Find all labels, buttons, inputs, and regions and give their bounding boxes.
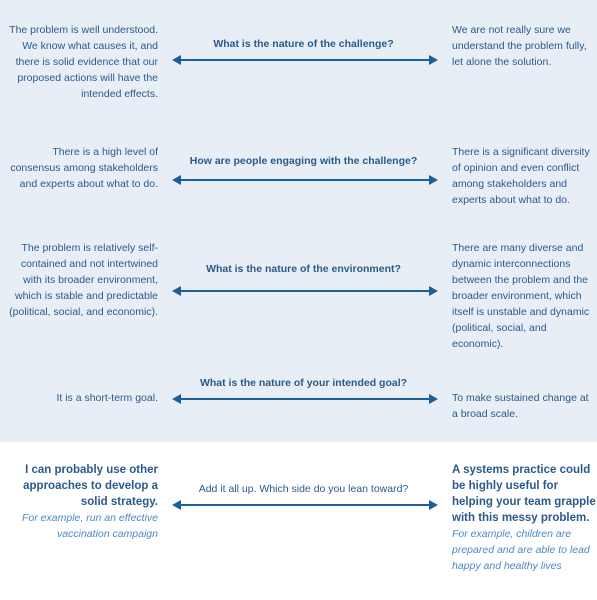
summary-right-text: A systems practice could be highly useful for helping your team grapple with this messy problem.: [452, 464, 596, 524]
row-left-text: It is a short-term goal.: [56, 392, 158, 404]
summary-right: [452, 462, 597, 574]
summary-right-example: For example, children are prepared and are able to lead happy and healthy lives: [452, 528, 590, 572]
summary-left-example: For example, run an effective vaccination campaign: [22, 512, 158, 540]
row-question: What is the nature of the challenge?: [213, 38, 394, 50]
row-question: How are people engaging with the challenge?: [189, 155, 418, 167]
summary-question: Add it all up. Which side do you lean toward?: [198, 483, 409, 495]
summary-left-text: I can probably use other approaches to develop a solid strategy.: [23, 464, 158, 508]
row-left-text: There is a high level of consensus among stakeholders and experts about what to do.: [10, 146, 158, 190]
row-left-text: The problem is well understood. We know what causes it, and there is solid evidence that our proposed actions will have the intended effects.: [9, 24, 158, 100]
row-right-text: We are not really sure we understand the problem fully, let alone the solution.: [452, 24, 587, 68]
double-arrow-icon: [172, 174, 438, 186]
row-right-text: There is a significant diversity of opinion and even conflict among stakeholders and experts about what to do.: [452, 146, 590, 206]
summary-left: [8, 462, 158, 542]
double-arrow-icon: [172, 393, 438, 405]
double-arrow-icon: [172, 54, 438, 66]
row-left-text: The problem is relatively self-contained and not intertwined with its broader environment, which is stable and predictable (political, social, and economic).: [9, 242, 158, 318]
double-arrow-icon: [172, 499, 438, 511]
row-right-text: There are many diverse and dynamic interconnections between the problem and the broader environment, which itself is unstable and dynamic (political, social, and economic).: [452, 242, 590, 350]
row-right-text: To make sustained change at a broad scale.: [452, 392, 589, 420]
summary-panel: [0, 442, 597, 600]
row-question: What is the nature of the environment?: [206, 263, 401, 275]
double-arrow-icon: [172, 285, 438, 297]
row-question: What is the nature of your intended goal?: [199, 377, 408, 389]
